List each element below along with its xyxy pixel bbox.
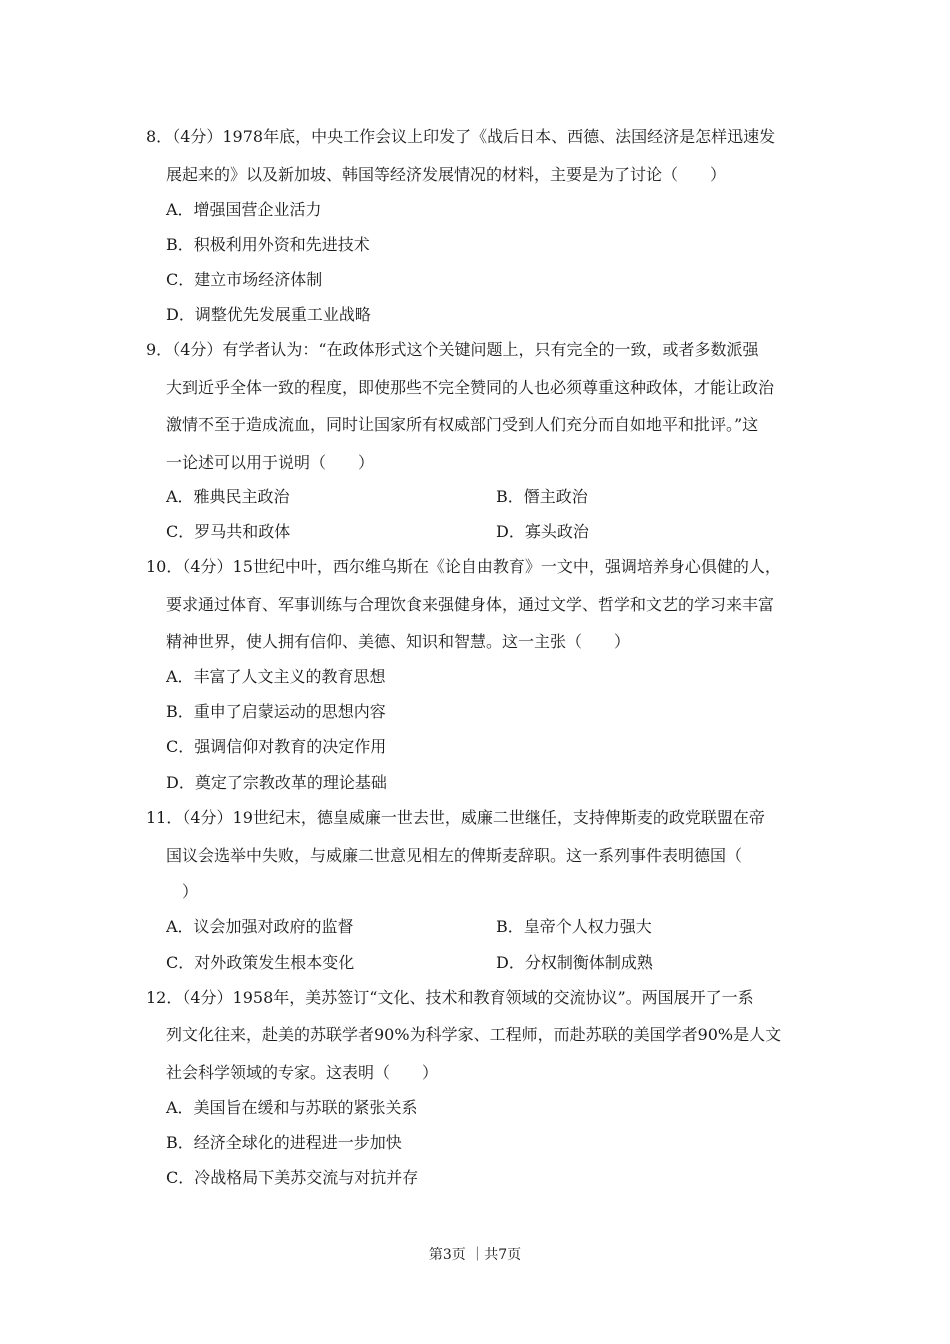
question-12-line: 社会科学领域的专家。这表明（ ） [166,1063,439,1082]
question-11-option-c: C．对外政策发生根本变化 [166,953,355,972]
question-11-option-d: D．分权制衡体制成熟 [496,953,653,972]
question-9-option-d: D．寡头政治 [496,522,589,541]
question-8-line: 展起来的》以及新加坡、韩国等经济发展情况的材料，主要是为了讨论（ ） [166,165,727,184]
question-11-option-a: A．议会加强对政府的监督 [166,917,354,936]
question-10-option-d: D．奠定了宗教改革的理论基础 [166,773,387,792]
question-11-line: 国议会选举中失败，与威廉二世意见相左的俾斯麦辞职。这一系列事件表明德国（ [166,846,743,865]
question-9-line: 一论述可以用于说明（ ） [166,453,375,472]
question-12-option-a: A．美国旨在缓和与苏联的紧张关系 [166,1098,418,1117]
question-8-option-d: D．调整优先发展重工业战略 [166,305,371,324]
question-10-line: 要求通过体育、军事训练与合理饮食来强健身体，通过文学、哲学和文艺的学习来丰富 [166,595,775,614]
question-12-option-b: B．经济全球化的进程进一步加快 [166,1133,402,1152]
question-11-option-b: B．皇帝个人权力强大 [496,917,652,936]
question-9-option-a: A．雅典民主政治 [166,487,290,506]
question-10-option-c: C．强调信仰对教育的决定作用 [166,737,387,756]
question-9-line: 激情不至于造成流血，同时让国家所有权威部门受到人们充分而自如地平和批评。”这 [166,415,759,434]
question-12-line: 列文化往来，赴美的苏联学者90%为科学家、工程师，而赴苏联的美国学者90%是人文 [166,1025,782,1044]
question-9-first-line: 9．（4分）有学者认为：“在政体形式这个关键问题上，只有完全的一致，或者多数派强 [146,340,759,359]
question-10-option-b: B．重申了启蒙运动的思想内容 [166,702,386,721]
question-12-first-line: 12．（4分）1958年，美苏签订“文化、技术和教育领域的交流协议”。两国展开了一系 [146,988,754,1007]
question-10-option-a: A．丰富了人文主义的教育思想 [166,667,386,686]
question-10-line: 精神世界，使人拥有信仰、美德、知识和智慧。这一主张（ ） [166,632,631,651]
question-8-option-b: B．积极利用外资和先进技术 [166,235,370,254]
question-9-line: 大到近乎全体一致的程度，即使那些不完全赞同的人也必须尊重这种政体，才能让政治 [166,378,775,397]
question-9-option-c: C．罗马共和政体 [166,522,291,541]
question-9-option-b: B．僭主政治 [496,487,588,506]
question-8-first-line: 8．（4分）1978年底，中央工作会议上印发了《战后日本、西德、法国经济是怎样迅速发 [146,127,776,146]
question-11-first-line: 11．（4分）19世纪末，德皇威廉一世去世，威廉二世继任，支持俾斯麦的政党联盟在帝 [146,808,765,827]
question-8-option-c: C．建立市场经济体制 [166,270,323,289]
page-footer: 第3页 ｜共7页 [428,1247,522,1263]
question-8-option-a: A．增强国营企业活力 [166,200,322,219]
question-12-option-c: C．冷战格局下美苏交流与对抗并存 [166,1168,419,1187]
question-10-first-line: 10．（4分）15世纪中叶，西尔维乌斯在《论自由教育》一文中，强调培养身心俱健的人， [146,557,781,576]
question-11-line: ） [166,882,199,901]
